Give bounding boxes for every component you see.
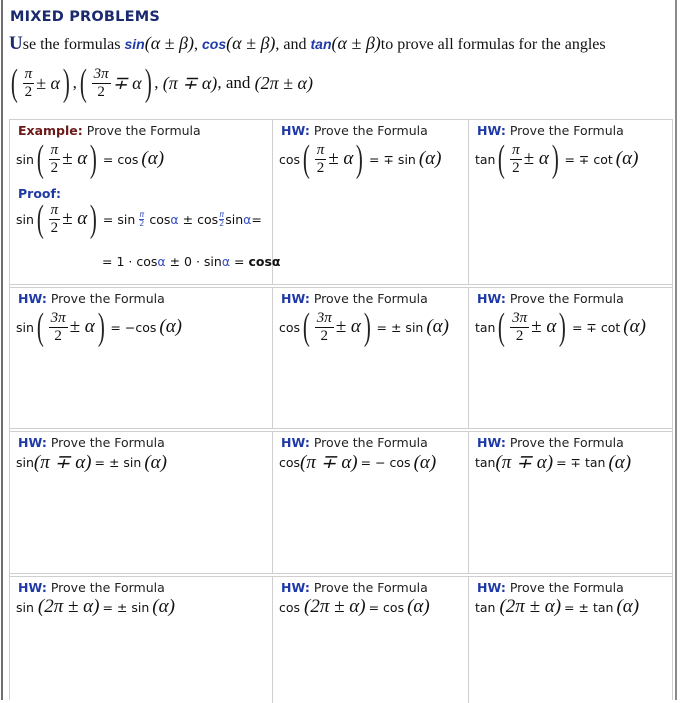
angles-list: ( $\frac{\pi}{2}$ ± α ) , ( $\frac{3\pi}{2}$ ∓ α ) , (π ∓ α) , and (2π ± α): [10, 62, 313, 104]
formula: sin ( $\frac{\pi}{2}$ ± α ) = cos (α): [16, 138, 165, 180]
page-title: MIXED PROBLEMS: [10, 9, 160, 25]
proof-label: Proof:: [18, 186, 61, 201]
formula-grid: [9, 119, 673, 700]
formula: tan ( $\frac{\pi}{2}$ ± α ) = ∓ cot (α): [475, 138, 639, 180]
hw-cell: HW: Prove the Formula tan ( $\frac{3\pi}{2}$ ± α ) = ∓ cot (α): [469, 287, 672, 429]
hw-cell: HW: Prove the Formula cos ( $\frac{3\pi}{2}$ ± α ) = ± sin (α): [273, 287, 469, 429]
hw-cell: HW: Prove the Formula cos ( $\frac{\pi}{2}$ ± α ) = ∓ sin (α): [273, 120, 469, 285]
hw-cell: HW: Prove the Formula cos (2π ± α) = cos (α): [273, 576, 469, 703]
hw-cell: HW: Prove the Formula tan ( $\frac{\pi}{2}$ ± α ) = ∓ cot (α): [469, 120, 672, 285]
hw-cell: HW: Prove the Formula sin (2π ± α) = ± sin (α): [10, 576, 273, 703]
drop-cap: U: [9, 33, 23, 54]
hw-cell: HW: Prove the Formula sin ( $\frac{3\pi}{2}$ ± α ) = −cos (α): [10, 287, 273, 429]
formula: cos ( $\frac{\pi}{2}$ ± α ) = ∓ sin (α): [279, 138, 442, 180]
formula: sin (π ∓ α) = ± sin (α): [16, 451, 167, 473]
formula: tan ( $\frac{3\pi}{2}$ ± α ) = ∓ cot (α): [475, 306, 646, 348]
intro-sentence: Use the formulas sin(α ± β), cos(α ± β), and tan(α ± β)to prove all formulas for the angles: [9, 33, 606, 54]
hw-cell: HW: Prove the Formula cos (π ∓ α) = − cos (α): [273, 431, 469, 574]
proof-line-2: = 1 · cosα ± 0 · sinα = cosα: [102, 254, 281, 269]
formula: sin (2π ± α) = ± sin (α): [16, 596, 175, 617]
formula: cos (2π ± α) = cos (α): [279, 596, 430, 617]
formula: tan (π ∓ α) = ∓ tan (α): [475, 451, 632, 473]
example-cell: [10, 120, 281, 285]
formula: cos (π ∓ α) = − cos (α): [279, 451, 437, 473]
proof-line-1: sin ( $\frac{\pi}{2}$ ± α ) = sin π 2 cos α ± cos π 2 sin α =: [16, 198, 262, 240]
hw-cell: HW: Prove the Formula sin (π ∓ α) = ± sin (α): [10, 431, 273, 574]
fn-cos: cos: [202, 36, 227, 52]
cell-header: Example: Prove the Formula: [18, 123, 201, 138]
formula: sin ( $\frac{3\pi}{2}$ ± α ) = −cos (α): [16, 306, 183, 348]
hw-cell: HW: Prove the Formula tan (π ∓ α) = ∓ tan (α): [469, 431, 672, 574]
fn-tan: tan: [310, 36, 332, 52]
fn-sin: sin: [124, 36, 145, 52]
formula: tan (2π ± α) = ± tan (α): [475, 596, 640, 617]
formula: cos ( $\frac{3\pi}{2}$ ± α ) = ± sin (α): [279, 306, 449, 348]
hw-cell: HW: Prove the Formula tan (2π ± α) = ± tan (α): [469, 576, 672, 703]
